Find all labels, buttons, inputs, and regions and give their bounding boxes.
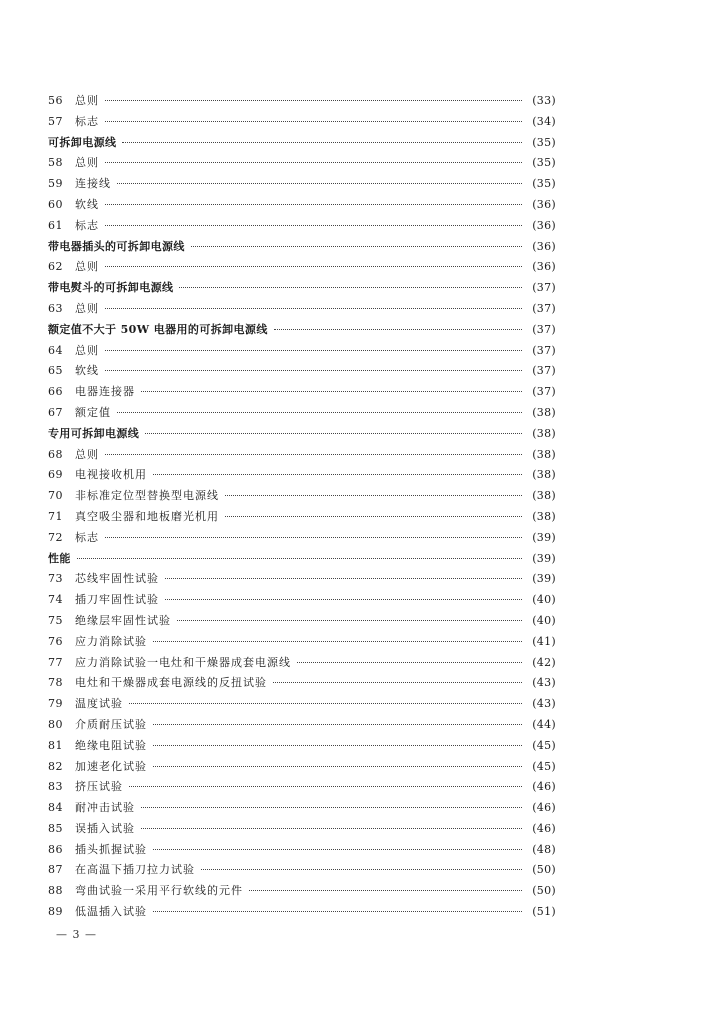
entry-page-number: (38) (532, 426, 556, 440)
dot-leader (153, 474, 522, 475)
entry-page-number: (35) (532, 135, 556, 149)
dot-leader (105, 204, 522, 205)
entry-title: 应力消除试验 (75, 634, 147, 648)
dot-leader (105, 350, 522, 351)
toc-entry (48, 819, 556, 840)
entry-number: 74 (48, 593, 63, 607)
toc-entry (48, 590, 556, 611)
entry-page-number: (50) (532, 884, 556, 898)
entry-title: 标志 (75, 530, 99, 544)
dot-leader (105, 370, 522, 371)
entry-number: 89 (48, 905, 63, 919)
toc-section-heading (48, 424, 556, 445)
entry-title: 非标准定位型替换型电源线 (75, 489, 219, 503)
entry-title: 连接线 (75, 177, 111, 191)
entry-number: 64 (48, 343, 63, 357)
entry-page-number: (46) (532, 821, 556, 835)
entry-number: 75 (48, 613, 63, 627)
entry-number: 86 (48, 842, 63, 856)
entry-title: 介质耐压试验 (75, 717, 147, 731)
entry-number: 69 (48, 468, 63, 482)
entry-page-number: (45) (532, 738, 556, 752)
entry-number: 73 (48, 572, 63, 586)
toc-entry (48, 715, 556, 736)
toc-entry (48, 257, 556, 278)
entry-title: 应力消除试验一电灶和干燥器成套电源线 (75, 655, 291, 669)
entry-title: 总则 (75, 260, 99, 274)
toc-entry (48, 486, 556, 507)
entry-page-number: (43) (532, 697, 556, 711)
toc-section-heading (48, 320, 556, 341)
entry-page-number: (38) (532, 447, 556, 461)
dot-leader (105, 100, 522, 101)
entry-page-number: (38) (532, 489, 556, 503)
entry-page-number: (43) (532, 676, 556, 690)
entry-page-number: (35) (532, 177, 556, 191)
dot-leader (153, 724, 522, 725)
toc-entry (48, 673, 556, 694)
entry-number: 72 (48, 530, 63, 544)
entry-page-number: (37) (532, 301, 556, 315)
entry-title: 总则 (75, 156, 99, 170)
dot-leader (153, 849, 522, 850)
entry-title: 误插入试验 (75, 821, 135, 835)
section-title: 性能 (48, 551, 71, 565)
toc-entry (48, 528, 556, 549)
entry-title: 标志 (75, 218, 99, 232)
entry-number: 83 (48, 780, 63, 794)
entry-page-number: (36) (532, 239, 556, 253)
toc-entry (48, 757, 556, 778)
entry-title: 弯曲试验一采用平行软线的元件 (75, 884, 243, 898)
toc-entry (48, 881, 556, 902)
entry-page-number: (42) (532, 655, 556, 669)
entry-title: 温度试验 (75, 697, 123, 711)
entry-number: 65 (48, 364, 63, 378)
dot-leader (105, 225, 522, 226)
entry-page-number: (34) (532, 114, 556, 128)
toc-section-heading (48, 549, 556, 570)
dot-leader (191, 246, 522, 247)
entry-number: 84 (48, 801, 63, 815)
dot-leader (105, 266, 522, 267)
dot-leader (165, 578, 522, 579)
entry-title: 总则 (75, 94, 99, 107)
toc-entry (48, 361, 556, 382)
entry-title: 电视接收机用 (75, 468, 147, 482)
toc-entry (48, 382, 556, 403)
entry-number: 63 (48, 301, 63, 315)
entry-number: 68 (48, 447, 63, 461)
section-title: 带电熨斗的可拆卸电源线 (48, 281, 174, 295)
entry-page-number: (38) (532, 468, 556, 482)
entry-number: 56 (48, 94, 63, 107)
toc-entry (48, 507, 556, 528)
entry-title: 软线 (75, 364, 99, 378)
dot-leader (105, 537, 522, 538)
toc-entry (48, 465, 556, 486)
dot-leader (225, 516, 522, 517)
entry-number: 71 (48, 509, 63, 523)
toc-entry (48, 216, 556, 237)
entry-title: 芯线牢固性试验 (75, 572, 159, 586)
entry-title: 电器连接器 (75, 385, 135, 399)
entry-title: 挤压试验 (75, 780, 123, 794)
toc-entry (48, 653, 556, 674)
entry-number: 66 (48, 385, 63, 399)
entry-page-number: (37) (532, 364, 556, 378)
entry-page-number: (36) (532, 197, 556, 211)
dot-leader (129, 703, 522, 704)
entry-page-number: (35) (532, 156, 556, 170)
toc-section-heading (48, 133, 556, 154)
dot-leader (117, 183, 522, 184)
entry-number: 67 (48, 405, 63, 419)
toc-entry (48, 195, 556, 216)
entry-page-number: (40) (532, 613, 556, 627)
entry-page-number: (46) (532, 801, 556, 815)
section-title: 带电器插头的可拆卸电源线 (48, 239, 185, 253)
dot-leader (153, 745, 522, 746)
entry-title: 插头抓握试验 (75, 842, 147, 856)
entry-number: 58 (48, 156, 63, 170)
dot-leader (77, 558, 522, 559)
dot-leader (177, 620, 522, 621)
entry-page-number: (48) (532, 842, 556, 856)
toc-entry (48, 153, 556, 174)
toc-entry (48, 902, 556, 923)
dot-leader (129, 786, 522, 787)
entry-title: 绝缘层牢固性试验 (75, 613, 171, 627)
entry-number: 57 (48, 114, 63, 128)
toc-section-heading (48, 237, 556, 258)
entry-number: 78 (48, 676, 63, 690)
toc-entry (48, 91, 556, 112)
dot-leader (105, 121, 522, 122)
dot-leader (225, 495, 522, 496)
dot-leader (274, 329, 522, 330)
toc-entry (48, 112, 556, 133)
toc-entry (48, 341, 556, 362)
toc-entry (48, 445, 556, 466)
dot-leader (179, 287, 522, 288)
dot-leader (141, 828, 522, 829)
table-of-contents (48, 91, 556, 923)
entry-number: 62 (48, 260, 63, 274)
entry-page-number: (37) (532, 281, 556, 295)
entry-number: 77 (48, 655, 63, 669)
dot-leader (105, 162, 522, 163)
entry-number: 79 (48, 697, 63, 711)
entry-page-number: (44) (532, 717, 556, 731)
entry-number: 70 (48, 489, 63, 503)
entry-page-number: (45) (532, 759, 556, 773)
toc-entry (48, 632, 556, 653)
page-number: — 3 — (56, 928, 97, 941)
entry-number: 88 (48, 884, 63, 898)
entry-page-number: (46) (532, 780, 556, 794)
entry-page-number: (37) (532, 385, 556, 399)
entry-page-number: (41) (532, 634, 556, 648)
entry-title: 总则 (75, 301, 99, 315)
dot-leader (122, 142, 522, 143)
toc-entry (48, 736, 556, 757)
toc-entry (48, 299, 556, 320)
entry-page-number: (38) (532, 509, 556, 523)
entry-number: 61 (48, 218, 63, 232)
dot-leader (141, 807, 522, 808)
dot-leader (165, 599, 522, 600)
entry-page-number: (33) (532, 94, 556, 107)
toc-entry (48, 777, 556, 798)
entry-page-number: (36) (532, 218, 556, 232)
dot-leader (153, 641, 522, 642)
dot-leader (105, 308, 522, 309)
toc-entry (48, 694, 556, 715)
entry-title: 电灶和干燥器成套电源线的反扭试验 (75, 676, 267, 690)
entry-title: 插刀牢固性试验 (75, 593, 159, 607)
entry-title: 绝缘电阻试验 (75, 738, 147, 752)
section-title: 可拆卸电源线 (48, 135, 117, 149)
entry-number: 59 (48, 177, 63, 191)
dot-leader (105, 454, 522, 455)
toc-entry (48, 403, 556, 424)
dot-leader (153, 911, 522, 912)
entry-page-number: (39) (532, 530, 556, 544)
entry-page-number: (51) (532, 905, 556, 919)
section-title: 额定值不大于 50W 电器用的可拆卸电源线 (48, 322, 268, 336)
entry-title: 真空吸尘器和地板磨光机用 (75, 509, 219, 523)
entry-number: 82 (48, 759, 63, 773)
entry-title: 加速老化试验 (75, 759, 147, 773)
entry-page-number: (39) (532, 551, 556, 565)
toc-entry (48, 174, 556, 195)
entry-page-number: (37) (532, 343, 556, 357)
section-title: 专用可拆卸电源线 (48, 426, 140, 440)
entry-title: 耐冲击试验 (75, 801, 135, 815)
toc-entry (48, 569, 556, 590)
dot-leader (117, 412, 522, 413)
toc-entry (48, 798, 556, 819)
entry-page-number: (38) (532, 405, 556, 419)
entry-title: 总则 (75, 343, 99, 357)
entry-title: 额定值 (75, 405, 111, 419)
entry-number: 85 (48, 821, 63, 835)
dot-leader (141, 391, 522, 392)
toc-entry (48, 840, 556, 861)
entry-title: 低温插入试验 (75, 905, 147, 919)
entry-number: 76 (48, 634, 63, 648)
toc-section-heading (48, 278, 556, 299)
entry-title: 标志 (75, 114, 99, 128)
entry-number: 81 (48, 738, 63, 752)
entry-title: 在高温下插刀拉力试验 (75, 863, 195, 877)
entry-page-number: (36) (532, 260, 556, 274)
dot-leader (201, 869, 522, 870)
entry-number: 87 (48, 863, 63, 877)
dot-leader (153, 766, 522, 767)
dot-leader (273, 682, 522, 683)
entry-title: 软线 (75, 197, 99, 211)
toc-entry (48, 611, 556, 632)
entry-number: 60 (48, 197, 63, 211)
dot-leader (145, 433, 522, 434)
entry-title: 总则 (75, 447, 99, 461)
dot-leader (249, 890, 522, 891)
entry-page-number: (50) (532, 863, 556, 877)
entry-page-number: (39) (532, 572, 556, 586)
entry-page-number: (37) (532, 322, 556, 336)
dot-leader (297, 662, 522, 663)
entry-number: 80 (48, 717, 63, 731)
entry-page-number: (40) (532, 593, 556, 607)
toc-entry (48, 860, 556, 881)
